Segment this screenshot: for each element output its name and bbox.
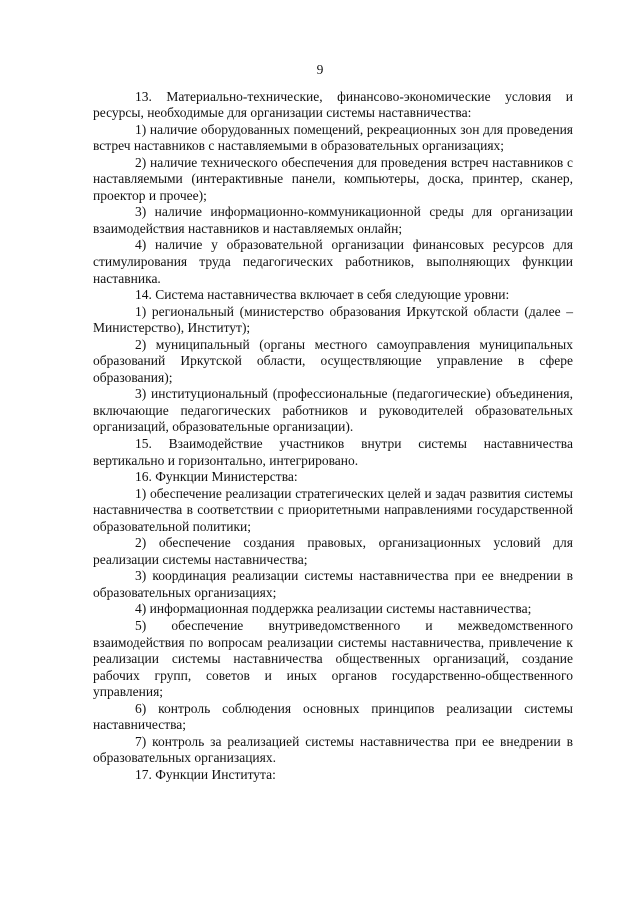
document-body (93, 89, 573, 784)
list-item: 1) обеспечение реализации стратегических целей и задач развития системы наставничества в соответствии с приоритетными направлениями государственной образовательной политики; (93, 485, 573, 534)
list-item: 4) информационная поддержка реализации системы наставничества; (135, 601, 532, 617)
list-item: 3) институциональный (профессиональные (педагогические) объединения, включающие педагогических работников и руководителей образовательных организаций, образовательные организации). (93, 386, 573, 435)
list-item: 2) обеспечение создания правовых, организационных условий для реализации системы наставничества; (93, 535, 573, 567)
list-item: 3) координация реализации системы наставничества при ее внедрении в образовательных организациях; (93, 568, 573, 600)
list-item: 2) наличие технического обеспечения для проведения встреч наставников с наставляемыми (интерактивные панели, компьютеры, доска, принтер, сканер, проектор и прочее); (93, 154, 573, 203)
list-item: 1) наличие оборудованных помещений, рекреационных зон для проведения встреч наставников с наставляемыми в образовательных организациях; (93, 121, 573, 154)
list-item: 6) контроль соблюдения основных принципов реализации системы наставничества; (93, 700, 573, 733)
paragraph-17-heading: 17. Функции Института: (135, 766, 276, 782)
list-item: 3) наличие информационно-коммуникационной среды для организации взаимодействия наставников и наставляемых онлайн; (93, 204, 573, 236)
page-number: 9 (316, 62, 324, 77)
paragraph-15: 15. Взаимодействие участников внутри системы наставничества вертикально и горизонтально, интегрировано. (93, 435, 573, 468)
paragraph-13-heading: 13. Материально-технические, финансово-экономические условия и ресурсы, необходимые для организации системы наставничества: (93, 88, 573, 121)
list-item: 2) муниципальный (органы местного самоуправления муниципальных образований Иркутской области, осуществляющие управление в сфере образования); (93, 336, 573, 385)
list-item: 5) обеспечение внутриведомственного и межведомственного взаимодействия по вопросам реализации системы наставничества, привлечение к реализации системы наставничества общественных организаций, создание рабочих групп, советов и иных органов государственно-общественного управления; (93, 618, 573, 700)
list-item: 7) контроль за реализацией системы наставничества при ее внедрении в образовательных организациях. (93, 733, 573, 766)
paragraph-14-heading: 14. Система наставничества включает в себя следующие уровни: (135, 287, 510, 303)
list-item: 4) наличие у образовательной организации финансовых ресурсов для стимулирования труда педагогических работников, выполняющих функции наставника. (93, 237, 573, 286)
paragraph-16-heading: 16. Функции Министерства: (135, 469, 298, 485)
list-item: 1) региональный (министерство образования Иркутской области (далее – Министерство), Институт); (93, 303, 573, 336)
